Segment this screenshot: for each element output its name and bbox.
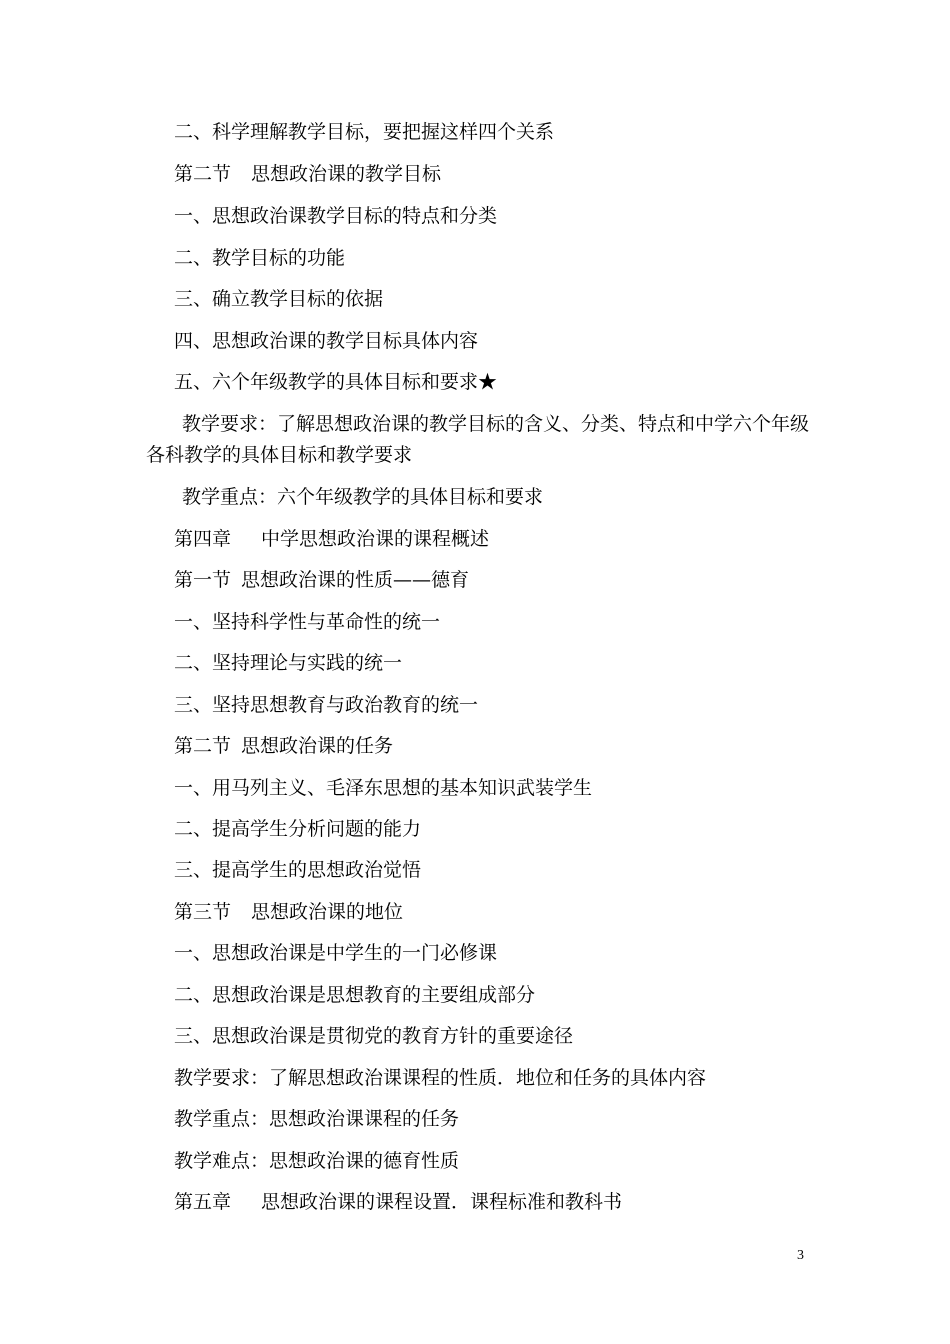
line-text: 一、坚持科学性与革命性的统一 bbox=[174, 611, 441, 633]
line-text: 教学要求：了解思想政治课课程的性质．地位和任务的具体内容 bbox=[174, 1067, 707, 1089]
line-text: 教学重点：思想政治课课程的任务 bbox=[174, 1108, 460, 1130]
outline-line bbox=[174, 287, 383, 311]
line-text: 二、提高学生分析问题的能力 bbox=[174, 818, 422, 840]
chapter-title: 思想政治课的课程设置．课程标准和教科书 bbox=[261, 1191, 623, 1213]
line-text: 教学要求：了解思想政治课的教学目标的含义、分类、特点和中学六个年级 bbox=[182, 413, 810, 435]
line-text: 二、思想政治课是思想教育的主要组成部分 bbox=[174, 984, 536, 1006]
section-title: 思想政治课的性质——德育 bbox=[241, 569, 470, 591]
section-heading bbox=[174, 162, 441, 186]
outline-line bbox=[174, 776, 592, 800]
section-title: 思想政治课的教学目标 bbox=[251, 163, 442, 185]
chapter-label: 第四章 bbox=[174, 528, 232, 550]
section-label: 第二节 bbox=[174, 735, 232, 757]
line-text: 各科教学的具体目标和教学要求 bbox=[146, 444, 413, 466]
line-text: 一、思想政治课教学目标的特点和分类 bbox=[174, 205, 498, 227]
section-label: 第二节 bbox=[174, 163, 232, 185]
teaching-requirement-continued bbox=[146, 443, 412, 467]
line-text: 三、确立教学目标的依据 bbox=[174, 288, 384, 310]
section-title: 思想政治课的地位 bbox=[251, 901, 404, 923]
teaching-requirement bbox=[174, 1066, 706, 1090]
outline-line bbox=[174, 941, 497, 965]
line-text: 四、思想政治课的教学目标具体内容 bbox=[174, 330, 479, 352]
outline-line bbox=[174, 329, 478, 353]
line-text: 二、坚持理论与实践的统一 bbox=[174, 652, 403, 674]
section-heading bbox=[174, 734, 393, 758]
teaching-focus bbox=[174, 1107, 459, 1131]
section-title: 思想政治课的任务 bbox=[241, 735, 394, 757]
line-text: 二、科学理解教学目标，要把握这样四个关系 bbox=[174, 121, 555, 143]
outline-line bbox=[174, 120, 554, 144]
line-text: 教学难点：思想政治课的德育性质 bbox=[174, 1150, 460, 1172]
outline-line bbox=[174, 204, 497, 228]
line-text: 二、教学目标的功能 bbox=[174, 247, 346, 269]
outline-line bbox=[174, 370, 497, 394]
chapter-title: 中学思想政治课的课程概述 bbox=[261, 528, 490, 550]
line-text: 三、思想政治课是贯彻党的教育方针的重要途径 bbox=[174, 1025, 574, 1047]
outline-line bbox=[174, 693, 478, 717]
outline-line bbox=[174, 246, 345, 270]
chapter-label: 第五章 bbox=[174, 1191, 232, 1213]
section-heading bbox=[174, 900, 403, 924]
teaching-requirement bbox=[182, 412, 809, 436]
line-text: 三、提高学生的思想政治觉悟 bbox=[174, 859, 422, 881]
section-label: 第三节 bbox=[174, 901, 232, 923]
outline-line bbox=[174, 651, 402, 675]
section-label: 第一节 bbox=[174, 569, 232, 591]
line-text: 五、六个年级教学的具体目标和要求★ bbox=[174, 371, 498, 393]
line-text: 一、思想政治课是中学生的一门必修课 bbox=[174, 942, 498, 964]
outline-line bbox=[174, 983, 535, 1007]
teaching-difficulty bbox=[174, 1149, 459, 1173]
page-number: 3 bbox=[797, 1248, 804, 1263]
chapter-heading bbox=[174, 1190, 622, 1214]
section-heading bbox=[174, 568, 469, 592]
outline-line bbox=[174, 858, 421, 882]
line-text: 教学重点：六个年级教学的具体目标和要求 bbox=[182, 486, 544, 508]
outline-line bbox=[174, 817, 421, 841]
chapter-heading bbox=[174, 527, 489, 551]
line-text: 一、用马列主义、毛泽东思想的基本知识武装学生 bbox=[174, 777, 593, 799]
line-text: 三、坚持思想教育与政治教育的统一 bbox=[174, 694, 479, 716]
outline-line bbox=[174, 1024, 573, 1048]
outline-line bbox=[174, 610, 440, 634]
teaching-focus bbox=[182, 485, 543, 509]
